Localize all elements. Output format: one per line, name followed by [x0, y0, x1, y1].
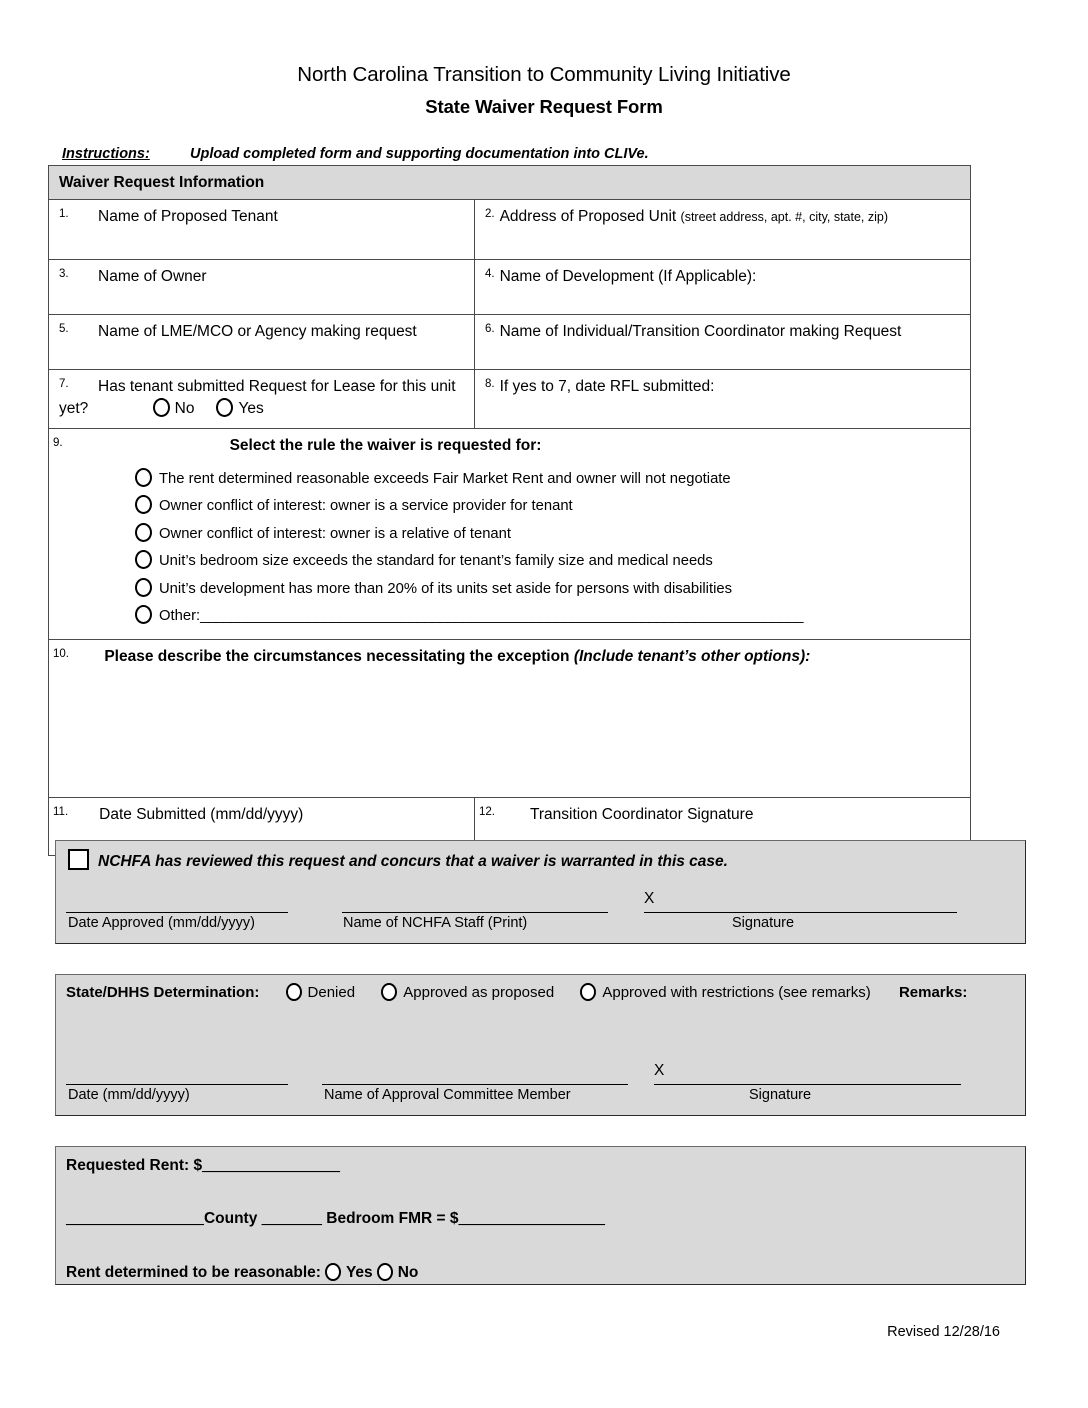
rule-selection-title: Select the rule the waiver is requested for: — [229, 437, 542, 455]
nchfa-statement-label: NCHFA has reviewed this request and concurs that a waiver is warranted in this case. — [98, 853, 728, 870]
bedroom-count-input[interactable]: _______ — [261, 1210, 322, 1227]
dhhs-option-label: Approved as proposed — [403, 984, 555, 1001]
rule-option-label: The rent determined reasonable exceeds Fair Market Rent and owner will not negotiate — [159, 470, 731, 487]
field-name-of-lme-mco[interactable] — [49, 315, 475, 370]
field-number-2: 2. — [485, 208, 495, 221]
instructions-text: Upload completed form and supporting documentation into CLIVe. — [190, 145, 649, 162]
radio-rfl-yes-label: Yes — [238, 399, 264, 417]
rent-reasonable-yes-label: Yes — [345, 1264, 373, 1281]
nchfa-date-input[interactable] — [66, 891, 288, 913]
dhhs-determination-section — [55, 974, 1026, 1116]
dhhs-option-denied[interactable] — [286, 984, 356, 1001]
table-header-row — [49, 166, 971, 200]
dhhs-option-approved-restrictions[interactable] — [580, 984, 870, 1001]
dhhs-signature-caption: Signature — [749, 1087, 812, 1103]
field-label-8: If yes to 7, date RFL submitted: — [499, 378, 715, 396]
table-row — [49, 200, 971, 260]
dhhs-date-caption: Date (mm/dd/yyyy) — [68, 1087, 190, 1103]
radio-rfl-no[interactable] — [153, 398, 170, 417]
circumstances-title-italic: (Include tenant’s other options): — [573, 647, 811, 665]
field-name-of-development[interactable] — [475, 260, 971, 315]
dhhs-remarks-label: Remarks: — [898, 984, 968, 1001]
field-label-7: Has tenant submitted Request for Lease for this unit yet? — [59, 378, 456, 417]
field-label-4: Name of Development (If Applicable): — [499, 268, 757, 286]
field-note-2: (street address, apt. #, city, state, zip) — [680, 210, 889, 225]
instructions-label: Instructions: — [62, 145, 150, 162]
radio-rule-2[interactable] — [135, 495, 152, 514]
rent-reasonable-no-label: No — [397, 1264, 419, 1281]
requested-rent-label: Requested Rent: $ — [66, 1157, 203, 1174]
dhhs-signature-row — [66, 1063, 1015, 1109]
dhhs-option-label: Denied — [307, 984, 356, 1001]
field-label-12: Transition Coordinator Signature — [530, 805, 754, 823]
dhhs-name-input[interactable] — [322, 1063, 628, 1085]
radio-rule-5[interactable] — [135, 578, 152, 597]
nchfa-signature-x-marker: X — [644, 890, 655, 907]
nchfa-signature-input[interactable] — [644, 891, 957, 913]
nchfa-name-input[interactable] — [342, 891, 608, 913]
field-number-9: 9. — [53, 437, 63, 450]
table-row — [49, 315, 971, 370]
nchfa-review-section — [55, 840, 1026, 944]
rule-other-label: Other: — [159, 608, 201, 625]
field-number-12: 12. — [479, 805, 495, 818]
table-row — [49, 429, 971, 639]
field-name-of-proposed-tenant[interactable] — [49, 200, 475, 260]
checkbox-nchfa-concurs[interactable] — [68, 849, 89, 870]
rule-options-list — [53, 468, 960, 625]
bedroom-fmr-label: Bedroom FMR = $ — [326, 1210, 459, 1227]
field-label-2: Address of Proposed Unit — [499, 208, 677, 226]
field-rfl-submitted — [49, 370, 475, 429]
field-number-11: 11. — [53, 805, 69, 818]
radio-dhhs-approved-restrictions[interactable] — [580, 983, 596, 1001]
rule-option-label: Unit’s bedroom size exceeds the standard for tenant’s family size and medical needs — [159, 553, 713, 570]
field-label-5: Name of LME/MCO or Agency making request — [98, 323, 417, 341]
dhhs-date-input[interactable] — [66, 1063, 288, 1085]
rent-reasonable-row — [66, 1263, 418, 1282]
nchfa-name-caption: Name of NCHFA Staff (Print) — [343, 915, 528, 931]
field-number-7: 7. — [59, 378, 69, 391]
field-name-of-coordinator[interactable] — [475, 315, 971, 370]
waiver-request-table — [48, 165, 971, 856]
field-number-10: 10. — [53, 647, 69, 660]
field-label-6: Name of Individual/Transition Coordinator making Request — [499, 323, 902, 341]
nchfa-signature-caption: Signature — [732, 915, 795, 931]
fmr-amount-input[interactable]: _________________ — [458, 1210, 606, 1227]
field-number-4: 4. — [485, 268, 495, 281]
list-item[interactable] — [135, 523, 960, 542]
field-number-1: 1. — [59, 208, 69, 221]
radio-rfl-no-label: No — [174, 399, 195, 417]
table-row — [49, 260, 971, 315]
nchfa-statement-row — [68, 849, 728, 871]
field-label-1: Name of Proposed Tenant — [98, 208, 278, 226]
field-circumstances[interactable] — [49, 639, 971, 797]
radio-rule-other[interactable] — [135, 605, 152, 624]
county-input[interactable]: ________________ — [66, 1210, 204, 1227]
field-rule-selection — [49, 429, 971, 639]
radio-dhhs-denied[interactable] — [286, 983, 302, 1001]
circumstances-title — [104, 648, 810, 665]
field-number-5: 5. — [59, 323, 69, 336]
dhhs-option-label: Approved with restrictions (see remarks) — [602, 984, 871, 1001]
page-subtitle: State Waiver Request Form — [425, 95, 663, 117]
table-header-label: Waiver Request Information — [49, 166, 971, 200]
rule-option-label: Unit’s development has more than 20% of its units set aside for persons with disabilities — [159, 580, 732, 597]
list-item[interactable] — [135, 550, 960, 569]
radio-rule-4[interactable] — [135, 550, 152, 569]
requested-rent-row — [66, 1157, 340, 1175]
nchfa-signature-row — [66, 891, 1015, 937]
list-item[interactable] — [135, 605, 960, 624]
requested-rent-section — [55, 1146, 1026, 1285]
field-address-of-proposed-unit[interactable] — [475, 200, 971, 260]
rule-option-label: Owner conflict of interest: owner is a service provider for tenant — [159, 498, 573, 515]
radio-rent-reasonable-no[interactable] — [377, 1263, 393, 1281]
requested-rent-input[interactable]: ________________ — [202, 1157, 341, 1174]
rule-other-input-line[interactable]: ______________________________________________________________________________ — [200, 608, 804, 625]
dhhs-label: State/DHHS Determination: — [66, 984, 260, 1001]
field-number-8: 8. — [485, 378, 495, 391]
dhhs-option-approved[interactable] — [381, 984, 554, 1001]
dhhs-signature-x-marker: X — [654, 1062, 665, 1079]
field-label-3: Name of Owner — [98, 268, 207, 286]
radio-rule-1[interactable] — [135, 468, 152, 487]
dhhs-header-row — [66, 983, 967, 1001]
field-number-6: 6. — [485, 323, 495, 336]
list-item[interactable] — [135, 495, 960, 514]
circumstances-title-text: Please describe the circumstances necessitating the exception — [104, 647, 570, 665]
radio-rule-3[interactable] — [135, 523, 152, 542]
dhhs-name-caption: Name of Approval Committee Member — [324, 1087, 571, 1103]
dhhs-signature-input[interactable] — [654, 1063, 961, 1085]
radio-rent-reasonable-yes[interactable] — [325, 1263, 341, 1281]
nchfa-date-caption: Date Approved (mm/dd/yyyy) — [68, 915, 255, 931]
page-title: North Carolina Transition to Community Living Initiative — [297, 63, 791, 86]
field-label-11: Date Submitted (mm/dd/yyyy) — [99, 805, 304, 823]
rent-reasonable-label: Rent determined to be reasonable: — [66, 1264, 321, 1281]
field-name-of-owner[interactable] — [49, 260, 475, 315]
county-label: County — [203, 1210, 258, 1227]
list-item[interactable] — [135, 578, 960, 597]
rule-option-label: Owner conflict of interest: owner is a relative of tenant — [159, 525, 512, 542]
fmr-row — [66, 1210, 605, 1228]
list-item[interactable] — [135, 468, 960, 487]
instructions — [0, 118, 1088, 162]
table-row — [49, 370, 971, 429]
radio-dhhs-approved[interactable] — [381, 983, 397, 1001]
table-row — [49, 639, 971, 797]
rfl-radio-group — [153, 400, 264, 417]
revision-footer: Revised 12/28/16 — [887, 1324, 1000, 1340]
field-number-3: 3. — [59, 268, 69, 281]
radio-rfl-yes[interactable] — [216, 398, 233, 417]
field-rfl-date[interactable] — [475, 370, 971, 429]
